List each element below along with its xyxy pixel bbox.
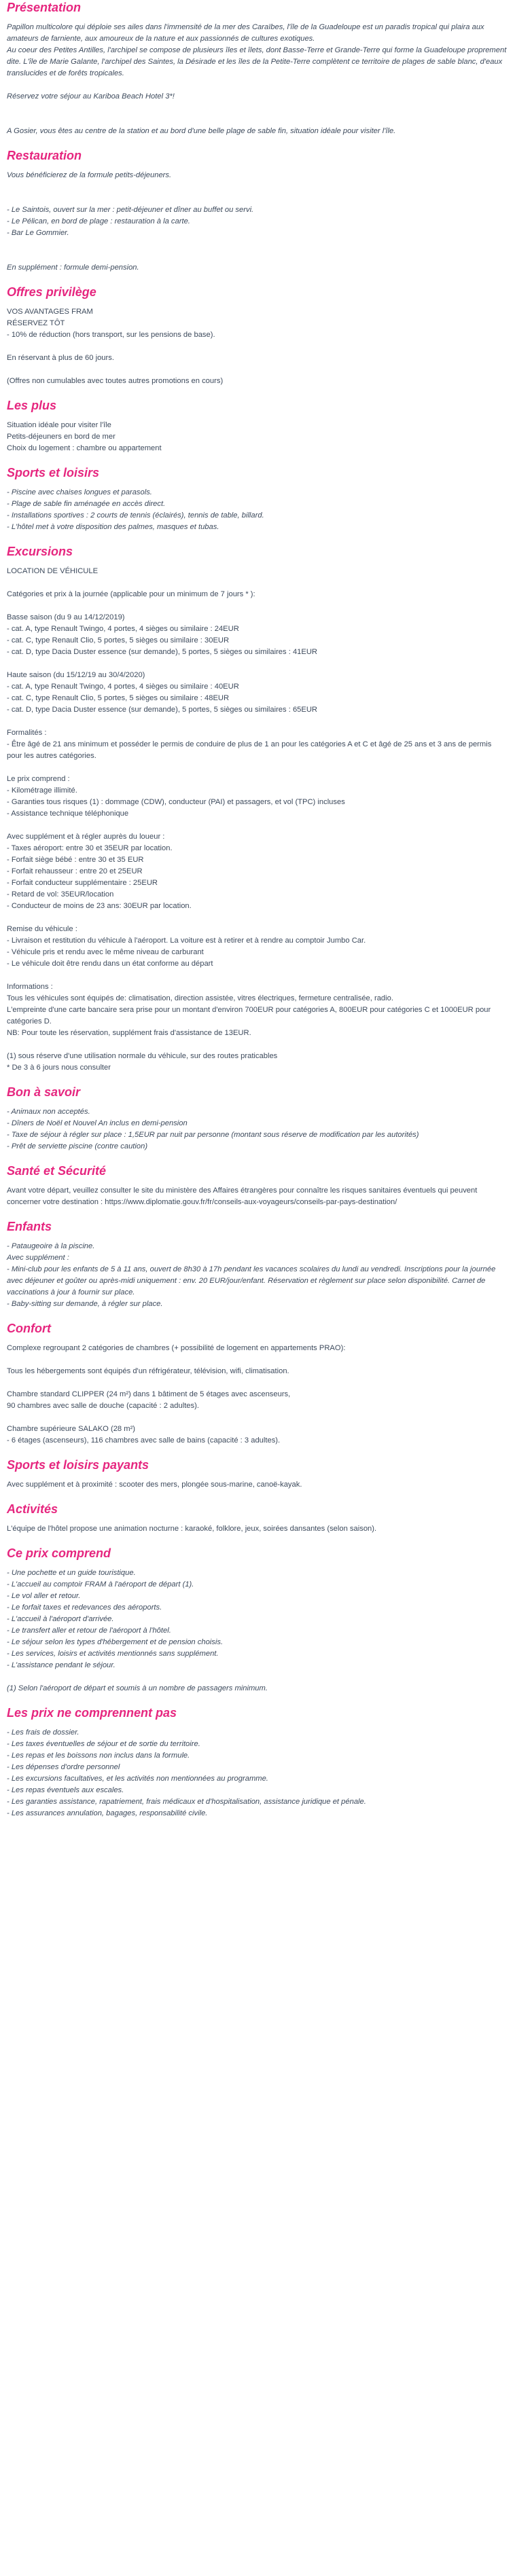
text-line: - Pataugeoire à la piscine. (7, 1242, 95, 1250)
section-heading: Présentation (7, 1, 82, 14)
text-line: - Prêt de serviette piscine (contre caution) (7, 1142, 148, 1150)
text-line: - Les frais de dossier. (7, 1728, 79, 1737)
text-line: - 6 étages (ascenseurs), 116 chambres avec salle de bains (capacité : 3 adultes). (7, 1436, 281, 1445)
blank-line (7, 600, 508, 612)
text-line: Formalités : (7, 729, 47, 737)
blank-line (7, 658, 508, 670)
text-line: VOS AVANTAGES FRAM (7, 308, 93, 316)
text-line: Catégories et prix à la journée (applicable pour un minimum de 7 jours * ): (7, 590, 255, 598)
section-heading: Les prix ne comprennent pas (7, 1706, 177, 1720)
text-line: - Conducteur de moins de 23 ans: 30EUR par location. (7, 902, 192, 910)
text-line: - cat. D, type Dacia Duster essence (sur demande), 5 portes, 5 sièges ou similaires : 65EUR (7, 706, 318, 714)
text-line: Avec supplément et à régler auprès du loueur : (7, 833, 165, 841)
text-line: Tous les véhicules sont équipés de: climatisation, direction assistée, vitres électriques, fermeture centralisée, radio. (7, 994, 393, 1002)
text-line: - Forfait rehausseur : entre 20 et 25EUR (7, 867, 143, 875)
text-line: - Le forfait taxes et redevances des aéroports. (7, 1603, 162, 1612)
text-line: Chambre standard CLIPPER (24 m²) dans 1 bâtiment de 5 étages avec ascenseurs, (7, 1390, 291, 1398)
blank-line (7, 1671, 508, 1683)
section-body (7, 1727, 508, 1819)
text-line: - Piscine avec chaises longues et parasols. (7, 488, 152, 496)
text-line: - Taxes aéroport: entre 30 et 35EUR par location. (7, 844, 173, 852)
section-body (7, 170, 508, 274)
section-heading: Offres privilège (7, 285, 96, 299)
text-line: - Les repas et les boissons non inclus dans la formule. (7, 1752, 190, 1760)
text-line: - Installations sportives : 2 courts de tennis (éclairés), tennis de table, billard. (7, 511, 264, 520)
section-body (7, 1479, 508, 1491)
text-line: Basse saison (du 9 au 14/12/2019) (7, 613, 125, 621)
text-line: - Dîners de Noël et Nouvel An inclus en demi-pension (7, 1119, 188, 1127)
text-line: - Les taxes éventuelles de séjour et de sortie du territoire. (7, 1740, 200, 1748)
section-heading: Les plus (7, 399, 57, 412)
text-line: - Les excursions facultatives, et les activités non mentionnées au programme. (7, 1775, 268, 1783)
text-line: - cat. D, type Dacia Duster essence (sur demande), 5 portes, 5 sièges ou similaires : 41EUR (7, 648, 318, 656)
text-line: - L'hôtel met à votre disposition des palmes, masques et tubas. (7, 523, 219, 531)
text-line: - Le véhicule doit être rendu dans un état conforme au départ (7, 960, 213, 968)
text-line: Avant votre départ, veuillez consulter le site du ministère des Affaires étrangères pour connaître les risques sanitaires éventuels qui peuvent concerner votre destination : https://www.diplomatie.gouv.fr/fr/conseils-aux-voyageurs/conseils-par-pays-destination/ (7, 1186, 478, 1206)
text-line: - Forfait conducteur supplémentaire : 25EUR (7, 879, 158, 887)
blank-line (7, 364, 508, 376)
blank-line (7, 820, 508, 831)
section-body (7, 1567, 508, 1694)
text-line: (1) Selon l'aéroport de départ et soumis à un nombre de passagers minimum. (7, 1684, 268, 1692)
section-heading: Sports et loisirs (7, 466, 100, 479)
text-line: Haute saison (du 15/12/19 au 30/4/2020) (7, 671, 145, 679)
text-line: - Le Saintois, ouvert sur la mer : petit-déjeuner et dîner au buffet ou servi. (7, 206, 254, 214)
blank-line (7, 251, 508, 262)
blank-line (7, 1377, 508, 1389)
text-line: Chambre supérieure SALAKO (28 m²) (7, 1425, 136, 1433)
section-ce-prix-comprend (7, 1546, 508, 1694)
section-les-plus (7, 398, 508, 454)
section-les-prix-ne-comprennent-pas (7, 1705, 508, 1819)
section-body (7, 566, 508, 1074)
text-line: - L'assistance pendant le séjour. (7, 1661, 116, 1669)
text-line: - Le transfert aller et retour de l'aéroport à l'hôtel. (7, 1627, 171, 1635)
blank-line (7, 912, 508, 924)
blank-line (7, 716, 508, 727)
text-line: - Les services, loisirs et activités mentionnés sans supplément. (7, 1650, 219, 1658)
text-line: En réservant à plus de 60 jours. (7, 354, 114, 362)
section-body (7, 420, 508, 454)
text-line: RÉSERVEZ TÔT (7, 319, 65, 327)
section-heading: Activités (7, 1502, 58, 1516)
text-line: - Animaux non acceptés. (7, 1108, 90, 1116)
section-body (7, 22, 508, 137)
section-heading: Enfants (7, 1220, 52, 1233)
section-heading: Restauration (7, 149, 82, 162)
text-line: Avec supplément et à proximité : scooter des mers, plongée sous-marine, canoë-kayak. (7, 1481, 302, 1489)
blank-line (7, 341, 508, 352)
section-heading: Confort (7, 1322, 51, 1335)
text-line: - cat. C, type Renault Clio, 5 portes, 5 sièges ou similaire : 30EUR (7, 636, 230, 645)
text-line: - Baby-sitting sur demande, à régler sur place. (7, 1300, 163, 1308)
section-offres-privilege (7, 285, 508, 387)
text-line: - Plage de sable fin aménagée en accès direct. (7, 500, 166, 508)
section-confort (7, 1321, 508, 1447)
text-line: Au coeur des Petites Antilles, l'archipel se compose de plusieurs îles et îlets, dont Basse-Terre et Grande-Terre qui forme la Guadeloupe proprement dite. L'île de Marie Galante, l'archipel des Saintes, la Désirade et les îles de la Petite-Terre complètent ce territoire de plages de sable blanc, d'eaux translucides et de forêts tropicales. (7, 46, 507, 77)
section-body (7, 1106, 508, 1153)
text-line: - Retard de vol: 35EUR/location (7, 890, 114, 899)
blank-line (7, 181, 508, 193)
text-line: Le prix comprend : (7, 775, 70, 783)
text-line: - L'accueil à l'aéroport d'arrivée. (7, 1615, 114, 1623)
blank-line (7, 970, 508, 981)
blank-line (7, 1412, 508, 1423)
text-line: Situation idéale pour visiter l'île (7, 421, 111, 429)
text-line: - cat. A, type Renault Twingo, 4 portes, 4 sièges ou similaire : 24EUR (7, 625, 239, 633)
blank-line (7, 239, 508, 251)
text-line: - Le vol aller et retour. (7, 1592, 81, 1600)
text-line: - Kilométrage illimité. (7, 786, 77, 795)
text-line: Complexe regroupant 2 catégories de chambres (+ possibilité de logement en appartements PRAO): (7, 1344, 346, 1352)
text-line: Petits-déjeuners en bord de mer (7, 433, 116, 441)
section-enfants (7, 1219, 508, 1310)
section-body (7, 306, 508, 387)
text-line: Réservez votre séjour au Kariboa Beach Hotel 3*! (7, 92, 175, 101)
text-line: - Bar Le Gommier. (7, 229, 69, 237)
text-line: - Les dépenses d'ordre personnel (7, 1763, 120, 1771)
text-line: Choix du logement : chambre ou appartement (7, 444, 162, 452)
text-line: - Une pochette et un guide touristique. (7, 1569, 136, 1577)
section-sante-et-securite (7, 1163, 508, 1208)
section-heading: Ce prix comprend (7, 1546, 111, 1560)
blank-line (7, 114, 508, 126)
section-sports-et-loisirs (7, 465, 508, 533)
section-restauration (7, 148, 508, 274)
text-line: A Gosier, vous êtes au centre de la station et au bord d'une belle plage de sable fin, situation idéale pour visiter l'île. (7, 127, 396, 135)
text-line: Papillon multicolore qui déploie ses ailes dans l'immensité de la mer des Caraïbes, l'île de la Guadeloupe est un paradis tropical qui plaira aux amateurs de farniente, aux amoureux de la nature et aux passionnés de cultures exotiques. (7, 23, 484, 43)
blank-line (7, 577, 508, 589)
section-excursions (7, 544, 508, 1074)
text-line: - L'accueil au comptoir FRAM à l'aéroport de départ (1). (7, 1580, 194, 1589)
blank-line (7, 1354, 508, 1366)
text-line: - Les assurances annulation, bagages, responsabilité civile. (7, 1809, 208, 1817)
blank-line (7, 103, 508, 114)
section-body (7, 1241, 508, 1310)
text-line: * De 3 à 6 jours nous consulter (7, 1064, 111, 1072)
blank-line (7, 1039, 508, 1051)
section-bon-a-savoir (7, 1085, 508, 1153)
text-line: - Le séjour selon les types d'hébergement et de pension choisis. (7, 1638, 224, 1646)
text-line: (Offres non cumulables avec toutes autres promotions en cours) (7, 377, 224, 385)
section-heading: Santé et Sécurité (7, 1164, 107, 1178)
section-heading: Sports et loisirs payants (7, 1458, 149, 1472)
text-line: - Le Pélican, en bord de plage : restauration à la carte. (7, 217, 190, 225)
blank-line (7, 193, 508, 204)
text-line: LOCATION DE VÉHICULE (7, 567, 99, 575)
text-line: - Taxe de séjour à régler sur place : 1,5EUR par nuit par personne (montant sous réserve de modification par les autorités) (7, 1131, 419, 1139)
text-line: Informations : (7, 983, 53, 991)
section-heading: Bon à savoir (7, 1085, 81, 1099)
blank-line (7, 79, 508, 91)
section-body (7, 487, 508, 533)
section-body (7, 1343, 508, 1447)
text-line: - Être âgé de 21 ans minimum et posséder le permis de conduire de plus de 1 an pour les catégories A et C et âgé de 25 ans et 3 ans de permis pour les autres catégories. (7, 740, 492, 760)
text-line: - Forfait siège bébé : entre 30 et 35 EUR (7, 856, 144, 864)
section-activites (7, 1502, 508, 1535)
text-line: - Mini-club pour les enfants de 5 à 11 ans, ouvert de 8h30 à 17h pendant les vacances scolaires du lundi au vendredi. Inscriptions pour la journée avec déjeuner et goûter ou après-midi uniquement : env. 20 EUR/jour/enfant. Réservation et règlement sur place selon disponibilité. Carnet de vaccinations à jour à fournir sur place. (7, 1265, 496, 1296)
section-presentation (7, 0, 508, 137)
text-line: - Assistance technique téléphonique (7, 810, 129, 818)
text-line: NB: Pour toute les réservation, supplément frais d'assistance de 13EUR. (7, 1029, 251, 1037)
text-line: - Les garanties assistance, rapatriement, frais médicaux et d'hospitalisation, assistance juridique et pénale. (7, 1798, 366, 1806)
text-line: Tous les hébergements sont équipés d'un réfrigérateur, télévision, wifi, climatisation. (7, 1367, 289, 1375)
blank-line (7, 762, 508, 774)
text-line: L'équipe de l'hôtel propose une animation nocturne : karaoké, folklore, jeux, soirées dansantes (selon saison). (7, 1525, 377, 1533)
text-line: 90 chambres avec salle de douche (capacité : 2 adultes). (7, 1402, 199, 1410)
text-line: - 10% de réduction (hors transport, sur les pensions de base). (7, 331, 215, 339)
text-line: - Les repas éventuels aux escales. (7, 1786, 124, 1794)
text-line: - cat. C, type Renault Clio, 5 portes, 5 sièges ou similaire : 48EUR (7, 694, 230, 702)
text-line: - Garanties tous risques (1) : dommage (CDW), conducteur (PAI) et passagers, et vol (TPC) incluses (7, 798, 345, 806)
section-sports-et-loisirs-payants (7, 1457, 508, 1491)
text-line: - Livraison et restitution du véhicule à l'aéroport. La voiture est à retirer et à rendre au comptoir Jumbo Car. (7, 937, 366, 945)
text-line: Remise du véhicule : (7, 925, 77, 933)
text-line: - Véhicule pris et rendu avec le même niveau de carburant (7, 948, 204, 956)
text-line: Vous bénéficierez de la formule petits-déjeuners. (7, 171, 172, 179)
section-body (7, 1185, 508, 1208)
text-line: (1) sous réserve d'une utilisation normale du véhicule, sur des routes praticables (7, 1052, 278, 1060)
text-line: L'empreinte d'une carte bancaire sera prise pour un montant d'environ 700EUR pour catégories A, 800EUR pour catégories C et 1000EUR pour catégories D. (7, 1006, 491, 1026)
section-heading: Excursions (7, 545, 73, 558)
text-line: En supplément : formule demi-pension. (7, 264, 139, 272)
text-line: Avec supplément : (7, 1254, 69, 1262)
section-body (7, 1523, 508, 1535)
text-line: - cat. A, type Renault Twingo, 4 portes, 4 sièges ou similaire : 40EUR (7, 683, 239, 691)
